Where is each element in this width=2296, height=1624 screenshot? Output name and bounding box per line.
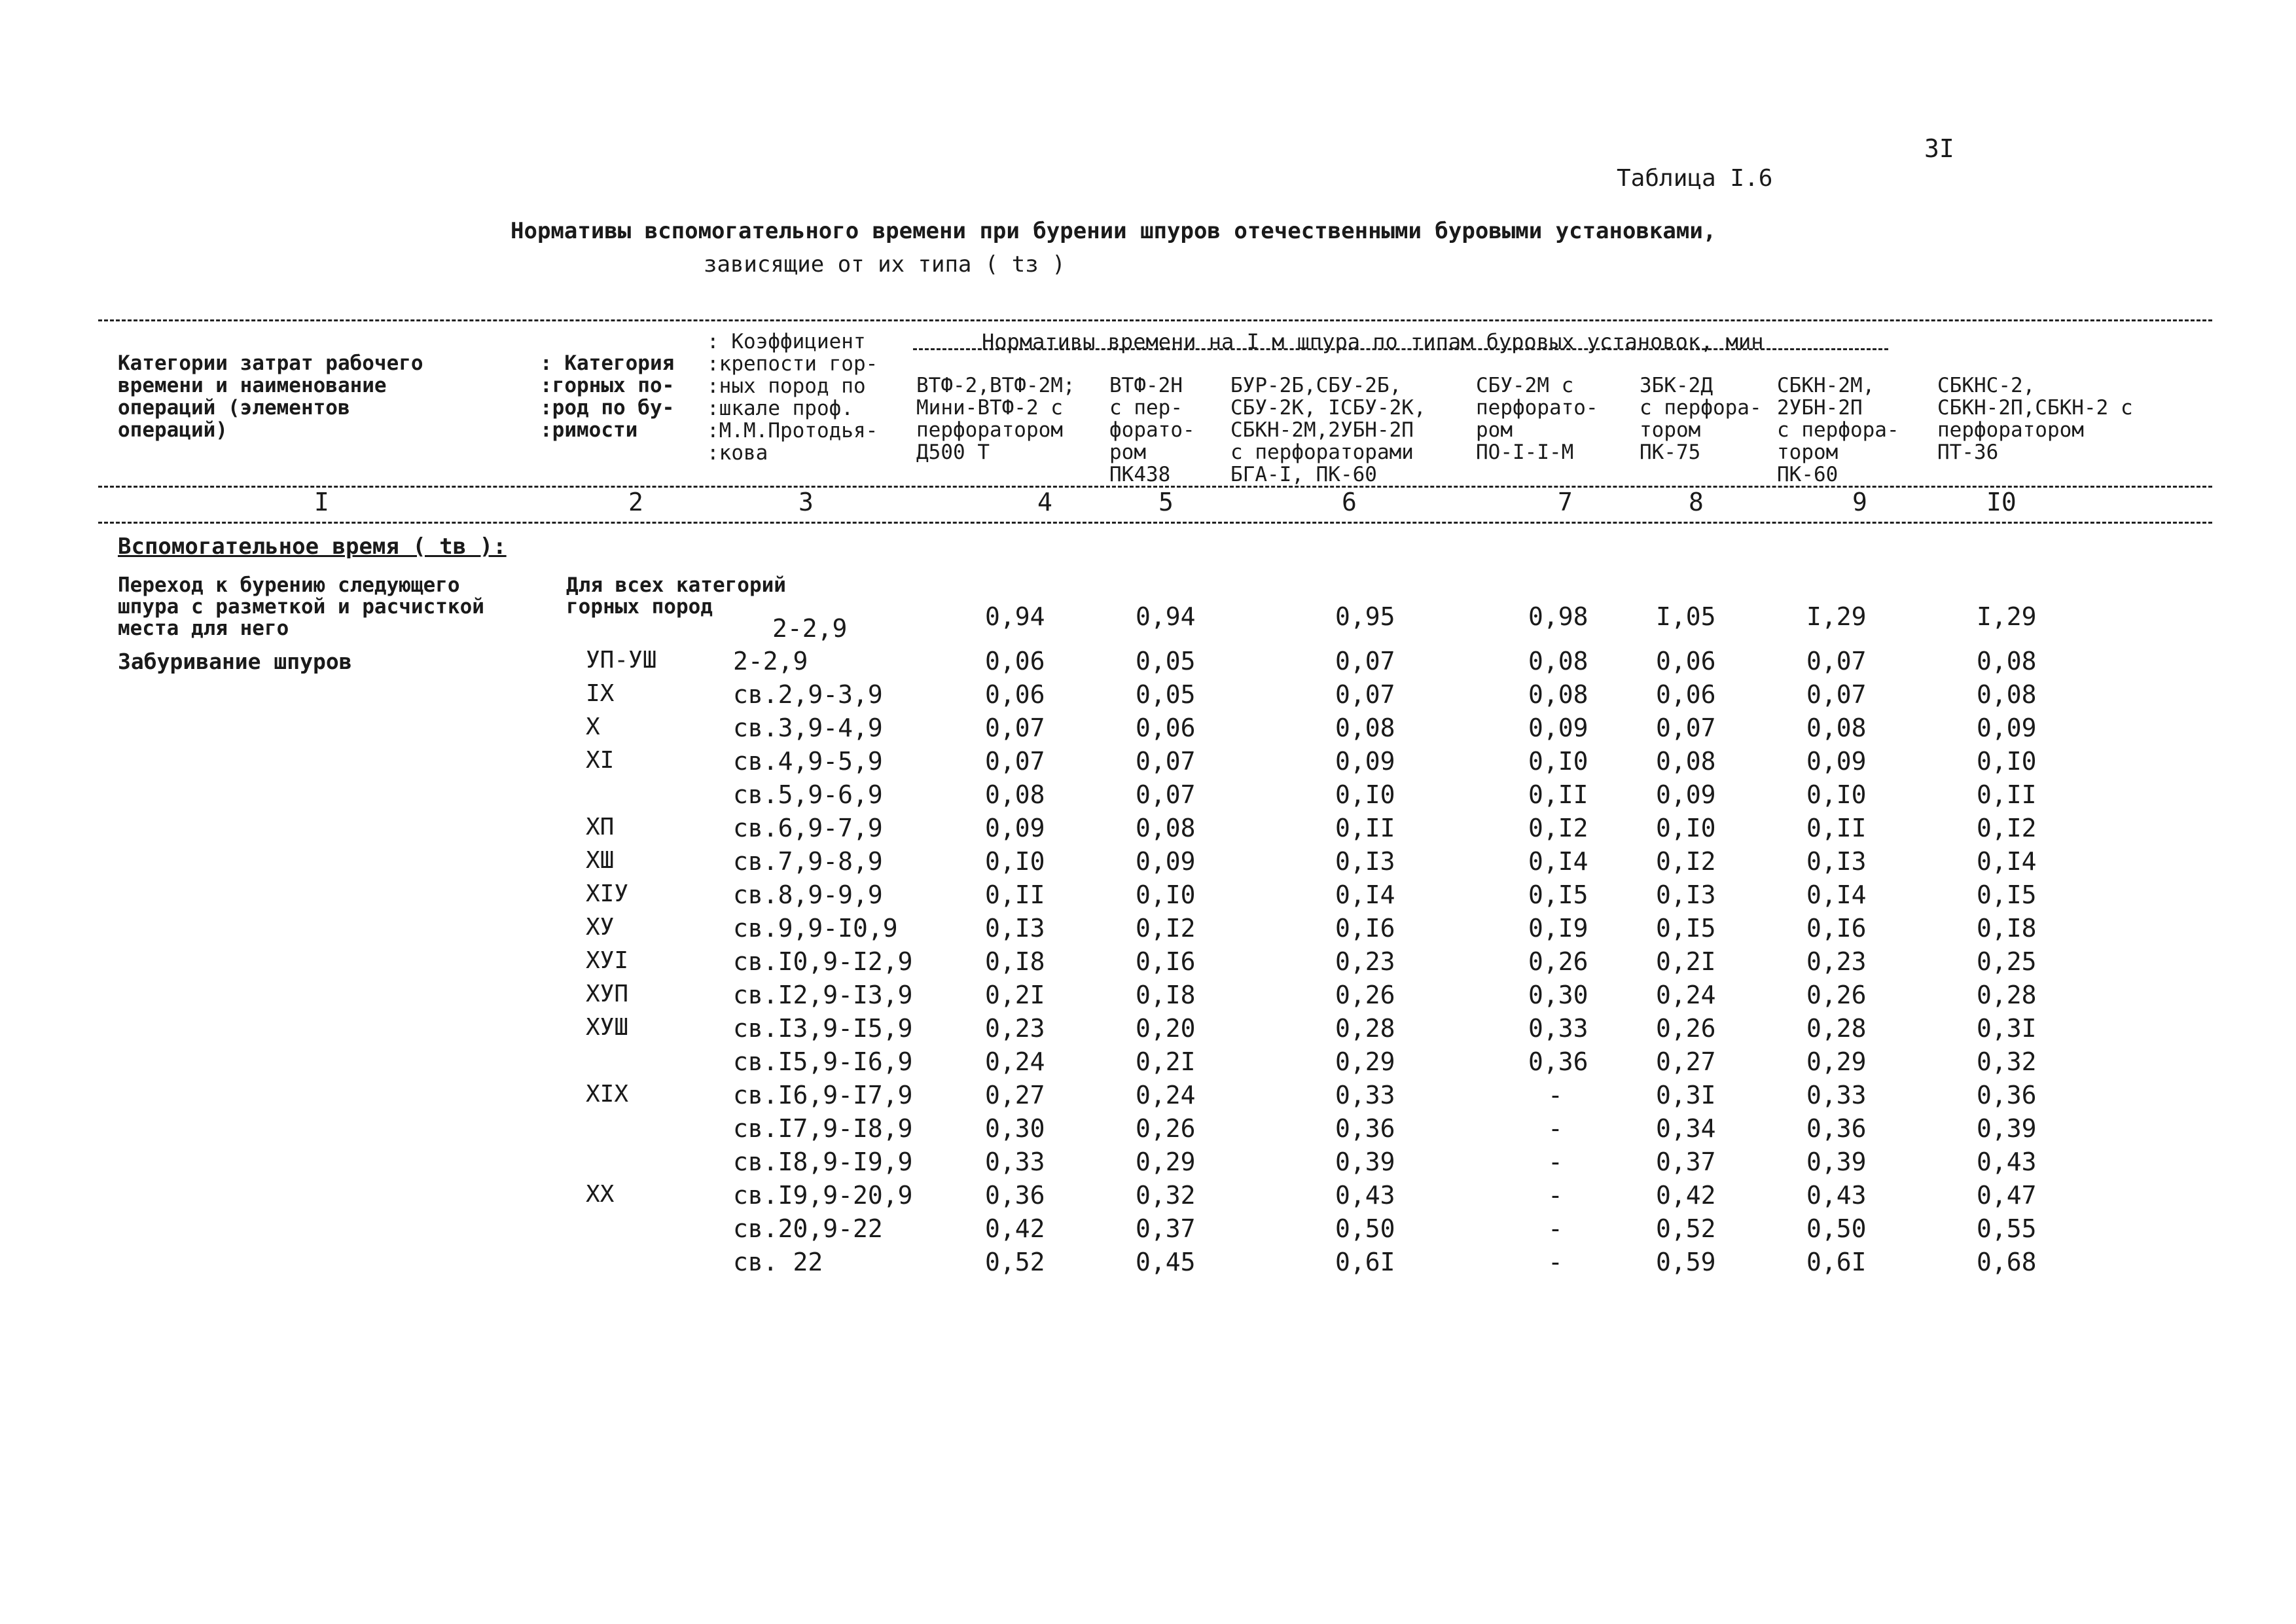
time-value-col4: 0,42 [985,1214,1045,1243]
column-number-2: 2 [628,488,643,516]
time-value-col6: 0,43 [1335,1181,1395,1210]
time-value-col8: 0,42 [1656,1181,1716,1210]
time-value-col10: 0,II [1977,780,2037,809]
time-value-col6: 0,I4 [1335,880,1395,909]
column-number-3: 3 [798,488,814,516]
time-value-col4: 0,06 [985,680,1045,709]
time-value-col9: 0,II [1806,814,1867,842]
time-value-col10: 0,68 [1977,1248,2037,1276]
time-value-col10: 0,43 [1977,1147,2037,1176]
header-col8: ЗБК-2Д с перфора- тором ПК-75 [1640,374,1762,464]
rock-category: IX [586,680,615,707]
rock-category: XIУ [586,880,629,907]
time-value-col7: 0,33 [1528,1014,1588,1043]
time-value-col5: 0,07 [1136,780,1196,809]
time-value-col7: 0,08 [1528,647,1588,676]
transition-label: Переход к бурению следующего шпура с разметкой и расчисткой места для него [118,573,484,640]
time-value-col7: - [1548,1114,1563,1143]
time-value-col8: 0,2I [1656,947,1716,976]
column-number-4: 4 [1037,488,1052,516]
time-value-col5: 0,I6 [1136,947,1196,976]
time-value-col9: 0,29 [1806,1047,1867,1076]
column-number-8: 8 [1689,488,1704,516]
strength-coefficient: св.2,9-3,9 [733,680,883,709]
time-value-col6: 0,28 [1335,1014,1395,1043]
strength-coefficient: св.6,9-7,9 [733,814,883,842]
transition-value-col7: 0,98 [1528,602,1588,631]
time-value-col10: 0,25 [1977,947,2037,976]
header-col1: Категории затрат рабочего времени и наименование операций (элементов операций) [118,352,423,442]
time-value-col9: 0,23 [1806,947,1867,976]
time-value-col5: 0,I2 [1136,914,1196,943]
time-value-col5: 0,29 [1136,1147,1196,1176]
time-value-col10: 0,I8 [1977,914,2037,943]
strength-coefficient: св.I2,9-I3,9 [733,981,913,1009]
strength-coefficient: св.I6,9-I7,9 [733,1081,913,1110]
header-col9: СБКН-2М, 2УБН-2П с перфора- тором ПК-60 [1777,374,1899,486]
time-value-col4: 0,36 [985,1181,1045,1210]
time-value-col10: 0,I2 [1977,814,2037,842]
time-value-col4: 0,09 [985,814,1045,842]
time-value-col4: 0,II [985,880,1045,909]
time-value-col5: 0,26 [1136,1114,1196,1143]
strength-coefficient: св.I5,9-I6,9 [733,1047,913,1076]
time-value-col6: 0,50 [1335,1214,1395,1243]
table-title-line-2: зависящие от их типа ( tз ) [704,251,1066,278]
strength-coefficient: св.4,9-5,9 [733,747,883,776]
time-value-col4: 0,I3 [985,914,1045,943]
header-col7: СБУ-2М с перфорато- ром ПО-I-I-М [1476,374,1598,464]
time-value-col6: 0,II [1335,814,1395,842]
time-value-col4: 0,2I [985,981,1045,1009]
transition-value-col9: I,29 [1806,602,1867,631]
time-value-col7: 0,II [1528,780,1588,809]
drilling-label: Забуривание шпуров [118,649,352,674]
time-value-col5: 0,09 [1136,847,1196,876]
time-value-col9: 0,09 [1806,747,1867,776]
column-number-10: I0 [1986,488,2017,516]
time-value-col10: 0,I4 [1977,847,2037,876]
time-value-col8: 0,27 [1656,1047,1716,1076]
time-value-col5: 0,05 [1136,647,1196,676]
time-value-col8: 0,06 [1656,647,1716,676]
column-number-6: 6 [1342,488,1357,516]
table-top-rule [98,319,2212,321]
time-value-col7: - [1548,1181,1563,1210]
table-title-line-1: Нормативы вспомогательного времени при бурении шпуров отечественными буровыми установками, [511,218,1717,244]
rock-category: XШ [586,847,615,874]
time-value-col6: 0,07 [1335,680,1395,709]
rock-category: XУП [586,981,629,1007]
time-value-col10: 0,32 [1977,1047,2037,1076]
time-value-col5: 0,2I [1136,1047,1196,1076]
time-value-col6: 0,I0 [1335,780,1395,809]
strength-coefficient: св.I9,9-20,9 [733,1181,913,1210]
strength-coefficient: св.I8,9-I9,9 [733,1147,913,1176]
time-value-col7: - [1548,1248,1563,1276]
time-value-col9: 0,6I [1806,1248,1867,1276]
header-group: Нормативы времени на I м шпура по типам буровых установок, мин [982,329,1764,354]
time-value-col4: 0,24 [985,1047,1045,1076]
time-value-col8: 0,26 [1656,1014,1716,1043]
header-col2: : Категория :горных по- :род по бу- :римости [540,352,675,442]
time-value-col6: 0,I3 [1335,847,1395,876]
time-value-col4: 0,27 [985,1081,1045,1110]
time-value-col8: 0,52 [1656,1214,1716,1243]
strength-coefficient: св.9,9-I0,9 [733,914,898,943]
strength-coefficient: св.I7,9-I8,9 [733,1114,913,1143]
rock-category: XП [586,814,615,840]
time-value-col6: 0,08 [1335,713,1395,742]
time-value-col9: 0,I3 [1806,847,1867,876]
time-value-col4: 0,08 [985,780,1045,809]
time-value-col6: 0,36 [1335,1114,1395,1143]
page-number: 3I [1924,134,1954,163]
time-value-col5: 0,24 [1136,1081,1196,1110]
time-value-col10: 0,I0 [1977,747,2037,776]
time-value-col4: 0,07 [985,713,1045,742]
rock-category: XIX [586,1081,629,1108]
time-value-col6: 0,29 [1335,1047,1395,1076]
header-col10: СБКНС-2, СБКН-2П,СБКН-2 с перфоратором ПТ-36 [1937,374,2133,464]
transition-category-note: Для всех категорий горных пород [566,573,786,619]
time-value-col6: 0,39 [1335,1147,1395,1176]
time-value-col5: 0,37 [1136,1214,1196,1243]
time-value-col7: 0,I4 [1528,847,1588,876]
time-value-col9: 0,43 [1806,1181,1867,1210]
time-value-col8: 0,34 [1656,1114,1716,1143]
time-value-col9: 0,33 [1806,1081,1867,1110]
time-value-col4: 0,52 [985,1248,1045,1276]
time-value-col5: 0,45 [1136,1248,1196,1276]
time-value-col10: 0,3I [1977,1014,2037,1043]
time-value-col5: 0,20 [1136,1014,1196,1043]
time-value-col7: 0,36 [1528,1047,1588,1076]
time-value-col9: 0,36 [1806,1114,1867,1143]
column-number-1: I [314,488,329,516]
strength-coefficient: св.I0,9-I2,9 [733,947,913,976]
time-value-col4: 0,06 [985,647,1045,676]
time-value-col8: 0,09 [1656,780,1716,809]
time-value-col5: 0,32 [1136,1181,1196,1210]
time-value-col7: - [1548,1214,1563,1243]
header-col4: ВТФ-2,ВТФ-2М; Мини-ВТФ-2 с перфоратором Д500 Т [916,374,1075,464]
column-number-7: 7 [1558,488,1573,516]
time-value-col7: 0,I9 [1528,914,1588,943]
time-value-col4: 0,23 [985,1014,1045,1043]
rock-category: XУI [586,947,629,974]
time-value-col5: 0,I0 [1136,880,1196,909]
time-value-col9: 0,I6 [1806,914,1867,943]
time-value-col8: 0,07 [1656,713,1716,742]
time-value-col6: 0,26 [1335,981,1395,1009]
time-value-col6: 0,09 [1335,747,1395,776]
strength-coefficient: св.3,9-4,9 [733,713,883,742]
time-value-col10: 0,28 [1977,981,2037,1009]
time-value-col7: 0,I2 [1528,814,1588,842]
strength-coefficient: св.8,9-9,9 [733,880,883,909]
time-value-col10: 0,09 [1977,713,2037,742]
time-value-col8: 0,37 [1656,1147,1716,1176]
time-value-col8: 0,3I [1656,1081,1716,1110]
time-value-col9: 0,08 [1806,713,1867,742]
time-value-col9: 0,28 [1806,1014,1867,1043]
time-value-col4: 0,33 [985,1147,1045,1176]
time-value-col7: 0,26 [1528,947,1588,976]
time-value-col4: 0,07 [985,747,1045,776]
time-value-col10: 0,08 [1977,647,2037,676]
time-value-col6: 0,I6 [1335,914,1395,943]
time-value-col7: 0,08 [1528,680,1588,709]
time-value-col5: 0,I8 [1136,981,1196,1009]
time-value-col10: 0,I5 [1977,880,2037,909]
time-value-col4: 0,I8 [985,947,1045,976]
time-value-col6: 0,33 [1335,1081,1395,1110]
time-value-col8: 0,I2 [1656,847,1716,876]
transition-value-col5: 0,94 [1136,602,1196,631]
time-value-col9: 0,I0 [1806,780,1867,809]
transition-coef: 2-2,9 [772,614,848,643]
time-value-col10: 0,55 [1977,1214,2037,1243]
time-value-col10: 0,36 [1977,1081,2037,1110]
table-label: Таблица I.6 [1617,165,1773,192]
rock-category: XУ [586,914,615,941]
time-value-col9: 0,50 [1806,1214,1867,1243]
rock-category: XУШ [586,1014,629,1041]
rock-category: XI [586,747,615,774]
time-value-col9: 0,07 [1806,647,1867,676]
time-value-col9: 0,I4 [1806,880,1867,909]
transition-value-col8: I,05 [1656,602,1716,631]
column-numbers-rule [98,522,2212,524]
time-value-col5: 0,05 [1136,680,1196,709]
strength-coefficient: 2-2,9 [733,647,808,676]
time-value-col7: 0,I0 [1528,747,1588,776]
time-value-col10: 0,08 [1977,680,2037,709]
time-value-col7: 0,09 [1528,713,1588,742]
time-value-col5: 0,08 [1136,814,1196,842]
time-value-col7: - [1548,1081,1563,1110]
time-value-col6: 0,23 [1335,947,1395,976]
time-value-col10: 0,39 [1977,1114,2037,1143]
transition-value-col4: 0,94 [985,602,1045,631]
section-title: Вспомогательное время ( tв ): [118,533,507,560]
time-value-col9: 0,26 [1806,981,1867,1009]
time-value-col5: 0,07 [1136,747,1196,776]
column-number-5: 5 [1158,488,1174,516]
header-col6: БУР-2Б,СБУ-2Б, СБУ-2К, IСБУ-2К, СБКН-2М,2УБН-2П с перфораторами БГА-I, ПК-60 [1230,374,1426,486]
time-value-col8: 0,I3 [1656,880,1716,909]
time-value-col8: 0,I0 [1656,814,1716,842]
column-number-9: 9 [1852,488,1867,516]
time-value-col9: 0,39 [1806,1147,1867,1176]
time-value-col6: 0,07 [1335,647,1395,676]
time-value-col4: 0,30 [985,1114,1045,1143]
header-col5: ВТФ-2Н с пер- форато- ром ПК438 [1109,374,1195,486]
time-value-col7: 0,I5 [1528,880,1588,909]
rock-category: УП-УШ [586,647,657,674]
rock-category: X [586,713,600,740]
header-col3: : Коэффициент :крепости гор- :ных пород по :шкале проф. :М.М.Протодья- :кова [707,330,878,465]
strength-coefficient: св. 22 [733,1248,823,1276]
time-value-col4: 0,I0 [985,847,1045,876]
time-value-col5: 0,06 [1136,713,1196,742]
time-value-col8: 0,08 [1656,747,1716,776]
strength-coefficient: св.7,9-8,9 [733,847,883,876]
time-value-col8: 0,06 [1656,680,1716,709]
time-value-col9: 0,07 [1806,680,1867,709]
time-value-col6: 0,6I [1335,1248,1395,1276]
transition-value-col6: 0,95 [1335,602,1395,631]
transition-value-col10: I,29 [1977,602,2037,631]
time-value-col8: 0,I5 [1656,914,1716,943]
strength-coefficient: св.I3,9-I5,9 [733,1014,913,1043]
time-value-col8: 0,59 [1656,1248,1716,1276]
rock-category: XX [586,1181,615,1208]
strength-coefficient: св.5,9-6,9 [733,780,883,809]
strength-coefficient: св.20,9-22 [733,1214,883,1243]
time-value-col7: 0,30 [1528,981,1588,1009]
time-value-col10: 0,47 [1977,1181,2037,1210]
time-value-col7: - [1548,1147,1563,1176]
time-value-col8: 0,24 [1656,981,1716,1009]
